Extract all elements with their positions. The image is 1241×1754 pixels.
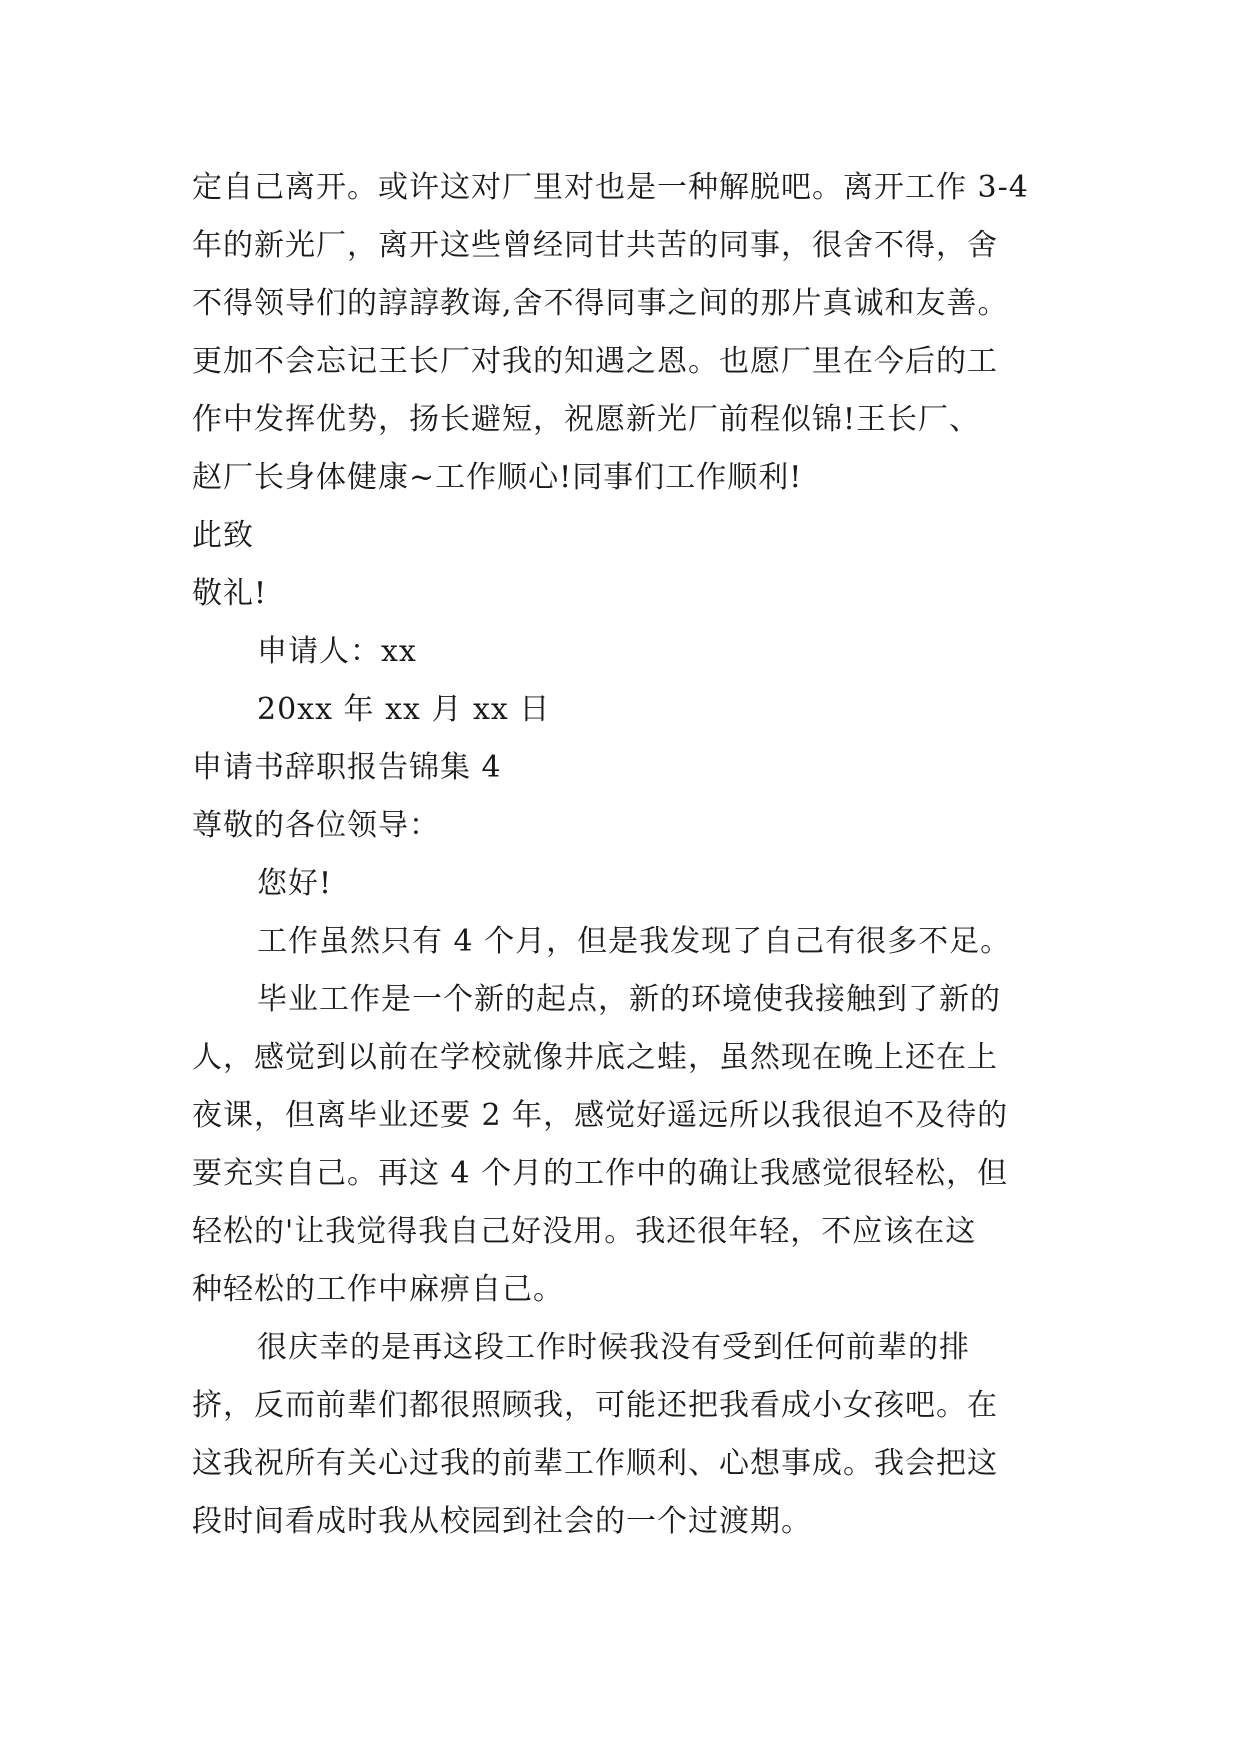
- text-line: 年的新光厂，离开这些曾经同甘共苦的同事，很舍不得，舍: [192, 228, 998, 263]
- text-line: 定自己离开。或许这对厂里对也是一种解脱吧。离开工作 3-4: [192, 170, 1029, 205]
- section-title: 申请书辞职报告锦集 4: [192, 750, 502, 785]
- text-line: 轻松的'让我觉得我自己好没用。我还很年轻，不应该在这: [192, 1214, 977, 1249]
- closing-salutation: 此致: [192, 518, 254, 553]
- text-line: 人，感觉到以前在学校就像井底之蛙，虽然现在晚上还在上: [192, 1040, 998, 1075]
- hello-line: 您好!: [257, 866, 333, 901]
- letter-greeting: 尊敬的各位领导：: [192, 808, 440, 843]
- applicant-signature: 申请人：xx: [257, 634, 417, 669]
- text-line: 更加不会忘记王长厂对我的知遇之恩。也愿厂里在今后的工: [192, 344, 998, 379]
- text-line: 段时间看成时我从校园到社会的一个过渡期。: [192, 1504, 812, 1539]
- text-line: 很庆幸的是再这段工作时候我没有受到任何前辈的排: [257, 1330, 970, 1365]
- text-line: 作中发挥优势，扬长避短，祝愿新光厂前程似锦!王长厂、: [192, 402, 981, 437]
- text-line: 赵厂长身体健康~工作顺心!同事们工作顺利!: [192, 460, 803, 495]
- text-line: 毕业工作是一个新的起点，新的环境使我接触到了新的: [257, 982, 1001, 1017]
- text-line: 种轻松的工作中麻痹自己。: [192, 1272, 564, 1307]
- text-line: 不得领导们的諄諄教诲,舍不得同事之间的那片真诚和友善。: [192, 286, 1009, 321]
- date-line: 20xx 年 xx 月 xx 日: [257, 692, 551, 727]
- text-line: 挤，反而前辈们都很照顾我，可能还把我看成小女孩吧。在: [192, 1388, 998, 1423]
- text-line: 夜课，但离毕业还要 2 年，感觉好遥远所以我很迫不及待的: [192, 1098, 1009, 1133]
- text-line: 这我祝所有关心过我的前辈工作顺利、心想事成。我会把这: [192, 1446, 998, 1481]
- text-line: 要充实自己。再这 4 个月的工作中的确让我感觉很轻松，但: [192, 1156, 1009, 1191]
- text-line: 工作虽然只有 4 个月，但是我发现了自己有很多不足。: [257, 924, 1012, 959]
- closing-regards: 敬礼!: [192, 576, 268, 611]
